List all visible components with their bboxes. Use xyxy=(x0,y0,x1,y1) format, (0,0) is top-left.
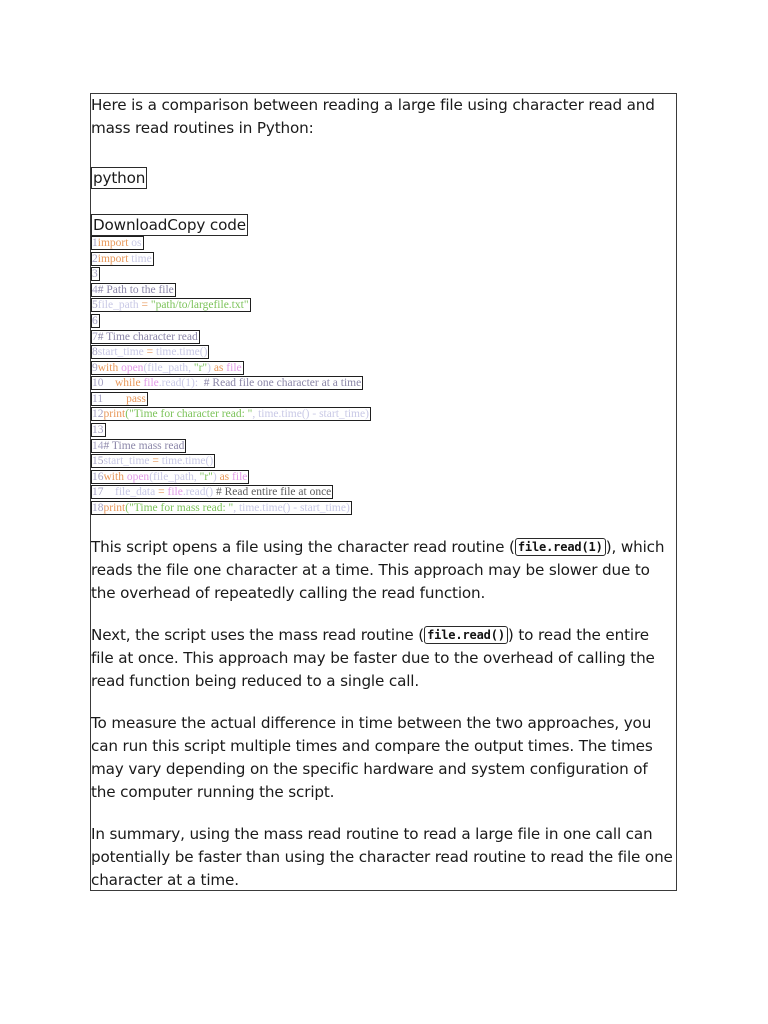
code-line-6 xyxy=(91,314,100,328)
identifier: , time.time() - start_time) xyxy=(252,408,369,420)
paragraph-text: This script opens a file using the character read routine ( xyxy=(91,538,515,556)
code-line-14 xyxy=(91,439,186,453)
code-line-4 xyxy=(91,283,176,297)
code-line-17 xyxy=(91,485,333,499)
identifier: time xyxy=(128,253,152,265)
function: file xyxy=(140,377,159,389)
identifier: start_time xyxy=(103,455,150,467)
line-number: 3 xyxy=(92,268,98,280)
identifier: (file_path, xyxy=(149,471,200,483)
comment: # Read file one character at a time xyxy=(198,377,362,389)
identifier: .read() xyxy=(182,486,214,498)
line-number: 15 xyxy=(92,455,104,467)
line-number: 5 xyxy=(92,299,98,311)
operator: = xyxy=(149,455,162,467)
comment: # Time character read xyxy=(97,331,198,343)
identifier: ) xyxy=(207,362,214,374)
identifier: time.time() xyxy=(161,455,214,467)
line-number: 11 xyxy=(92,393,104,405)
code-line-3 xyxy=(91,267,100,281)
code-line-8 xyxy=(91,345,209,359)
line-number: 2 xyxy=(92,253,98,265)
code-line-2 xyxy=(91,252,154,266)
identifier: , time.time() - start_time) xyxy=(233,502,350,514)
keyword: import xyxy=(97,237,129,249)
function: open xyxy=(118,362,144,374)
string-literal: "r" xyxy=(193,362,208,374)
code-line-11 xyxy=(91,392,148,406)
function: file xyxy=(229,471,248,483)
keyword: with xyxy=(103,471,124,483)
line-number: 13 xyxy=(92,424,104,436)
line-number: 8 xyxy=(92,346,98,358)
line-number: 7 xyxy=(92,331,98,343)
identifier: start_time xyxy=(97,346,144,358)
paragraph-text: ) to read the entire file at once. This approach may be faster due to the overhead of calling the read function being reduced to a single call. xyxy=(91,626,655,690)
inline-code: file.read() xyxy=(424,626,508,644)
keyword: import xyxy=(97,253,129,265)
string-literal: "path/to/largefile.txt" xyxy=(150,299,249,311)
line-number: 6 xyxy=(92,315,98,327)
string-literal: ("Time for mass read: " xyxy=(125,502,234,514)
code-line-16 xyxy=(91,470,249,484)
keyword: pass xyxy=(103,393,146,405)
comment: # Time mass read xyxy=(103,440,185,452)
code-line-12 xyxy=(91,407,371,421)
download-copy-code-button[interactable]: DownloadCopy code xyxy=(93,216,246,234)
keyword: as xyxy=(213,362,224,374)
code-line-9 xyxy=(91,361,244,375)
explanation-paragraph-1 xyxy=(91,536,676,605)
function: open xyxy=(123,471,150,483)
intro-paragraph: Here is a comparison between reading a large file using character read and mass read routines in Python: xyxy=(91,96,655,137)
line-number: 18 xyxy=(92,502,104,514)
line-number: 1 xyxy=(92,237,98,249)
line-number: 12 xyxy=(92,408,104,420)
identifier: ) xyxy=(212,471,220,483)
code-line-15 xyxy=(91,454,215,468)
operator: = xyxy=(155,486,168,498)
identifier: time.time() xyxy=(156,346,208,358)
code-line-18 xyxy=(91,501,352,515)
keyword: with xyxy=(97,362,119,374)
inline-code: file.read(1) xyxy=(515,538,606,556)
comment: # Read entire file at once xyxy=(213,486,332,498)
paragraph-text: Next, the script uses the mass read routine ( xyxy=(91,626,425,644)
function: file xyxy=(167,486,183,498)
keyword: print xyxy=(103,502,126,514)
identifier: file_data xyxy=(103,486,156,498)
keyword: while xyxy=(103,377,141,389)
code-line-10 xyxy=(91,376,363,390)
explanation-paragraph-3: To measure the actual difference in time between the two approaches, you can run this script multiple times and compare the output times. The times may vary depending on the specific hardware and system configuration of the computer running the script. xyxy=(91,714,653,801)
line-number: 14 xyxy=(92,440,104,452)
function: file xyxy=(223,362,242,374)
code-line-5 xyxy=(91,298,251,312)
comment: # Path to the file xyxy=(97,284,174,296)
string-literal: ("Time for character read: " xyxy=(125,408,253,420)
identifier: .read(1): xyxy=(158,377,199,389)
line-number: 4 xyxy=(92,284,98,296)
paragraph-text: ), which reads the file one character at a time. This approach may be slower due to the overhead of repeatedly calling the read function. xyxy=(91,538,665,602)
code-line-1 xyxy=(91,236,144,250)
operator: = xyxy=(138,299,151,311)
code-line-13 xyxy=(91,423,106,437)
document-frame xyxy=(90,93,677,891)
keyword: print xyxy=(103,408,126,420)
language-label: python xyxy=(93,169,146,187)
operator: = xyxy=(143,346,156,358)
identifier: file_path xyxy=(97,299,139,311)
string-literal: "r" xyxy=(199,471,213,483)
line-number: 17 xyxy=(92,486,104,498)
explanation-paragraph-2 xyxy=(91,624,676,693)
line-number: 10 xyxy=(92,377,104,389)
summary-paragraph: In summary, using the mass read routine to read a large file in one call can potentially be faster than using the character read routine to read the file one character at a time. xyxy=(91,825,673,889)
identifier: (file_path, xyxy=(143,362,194,374)
line-number: 16 xyxy=(92,471,104,483)
keyword: as xyxy=(219,471,230,483)
identifier: os xyxy=(128,237,142,249)
line-number: 9 xyxy=(92,362,98,374)
code-line-7 xyxy=(91,330,200,344)
